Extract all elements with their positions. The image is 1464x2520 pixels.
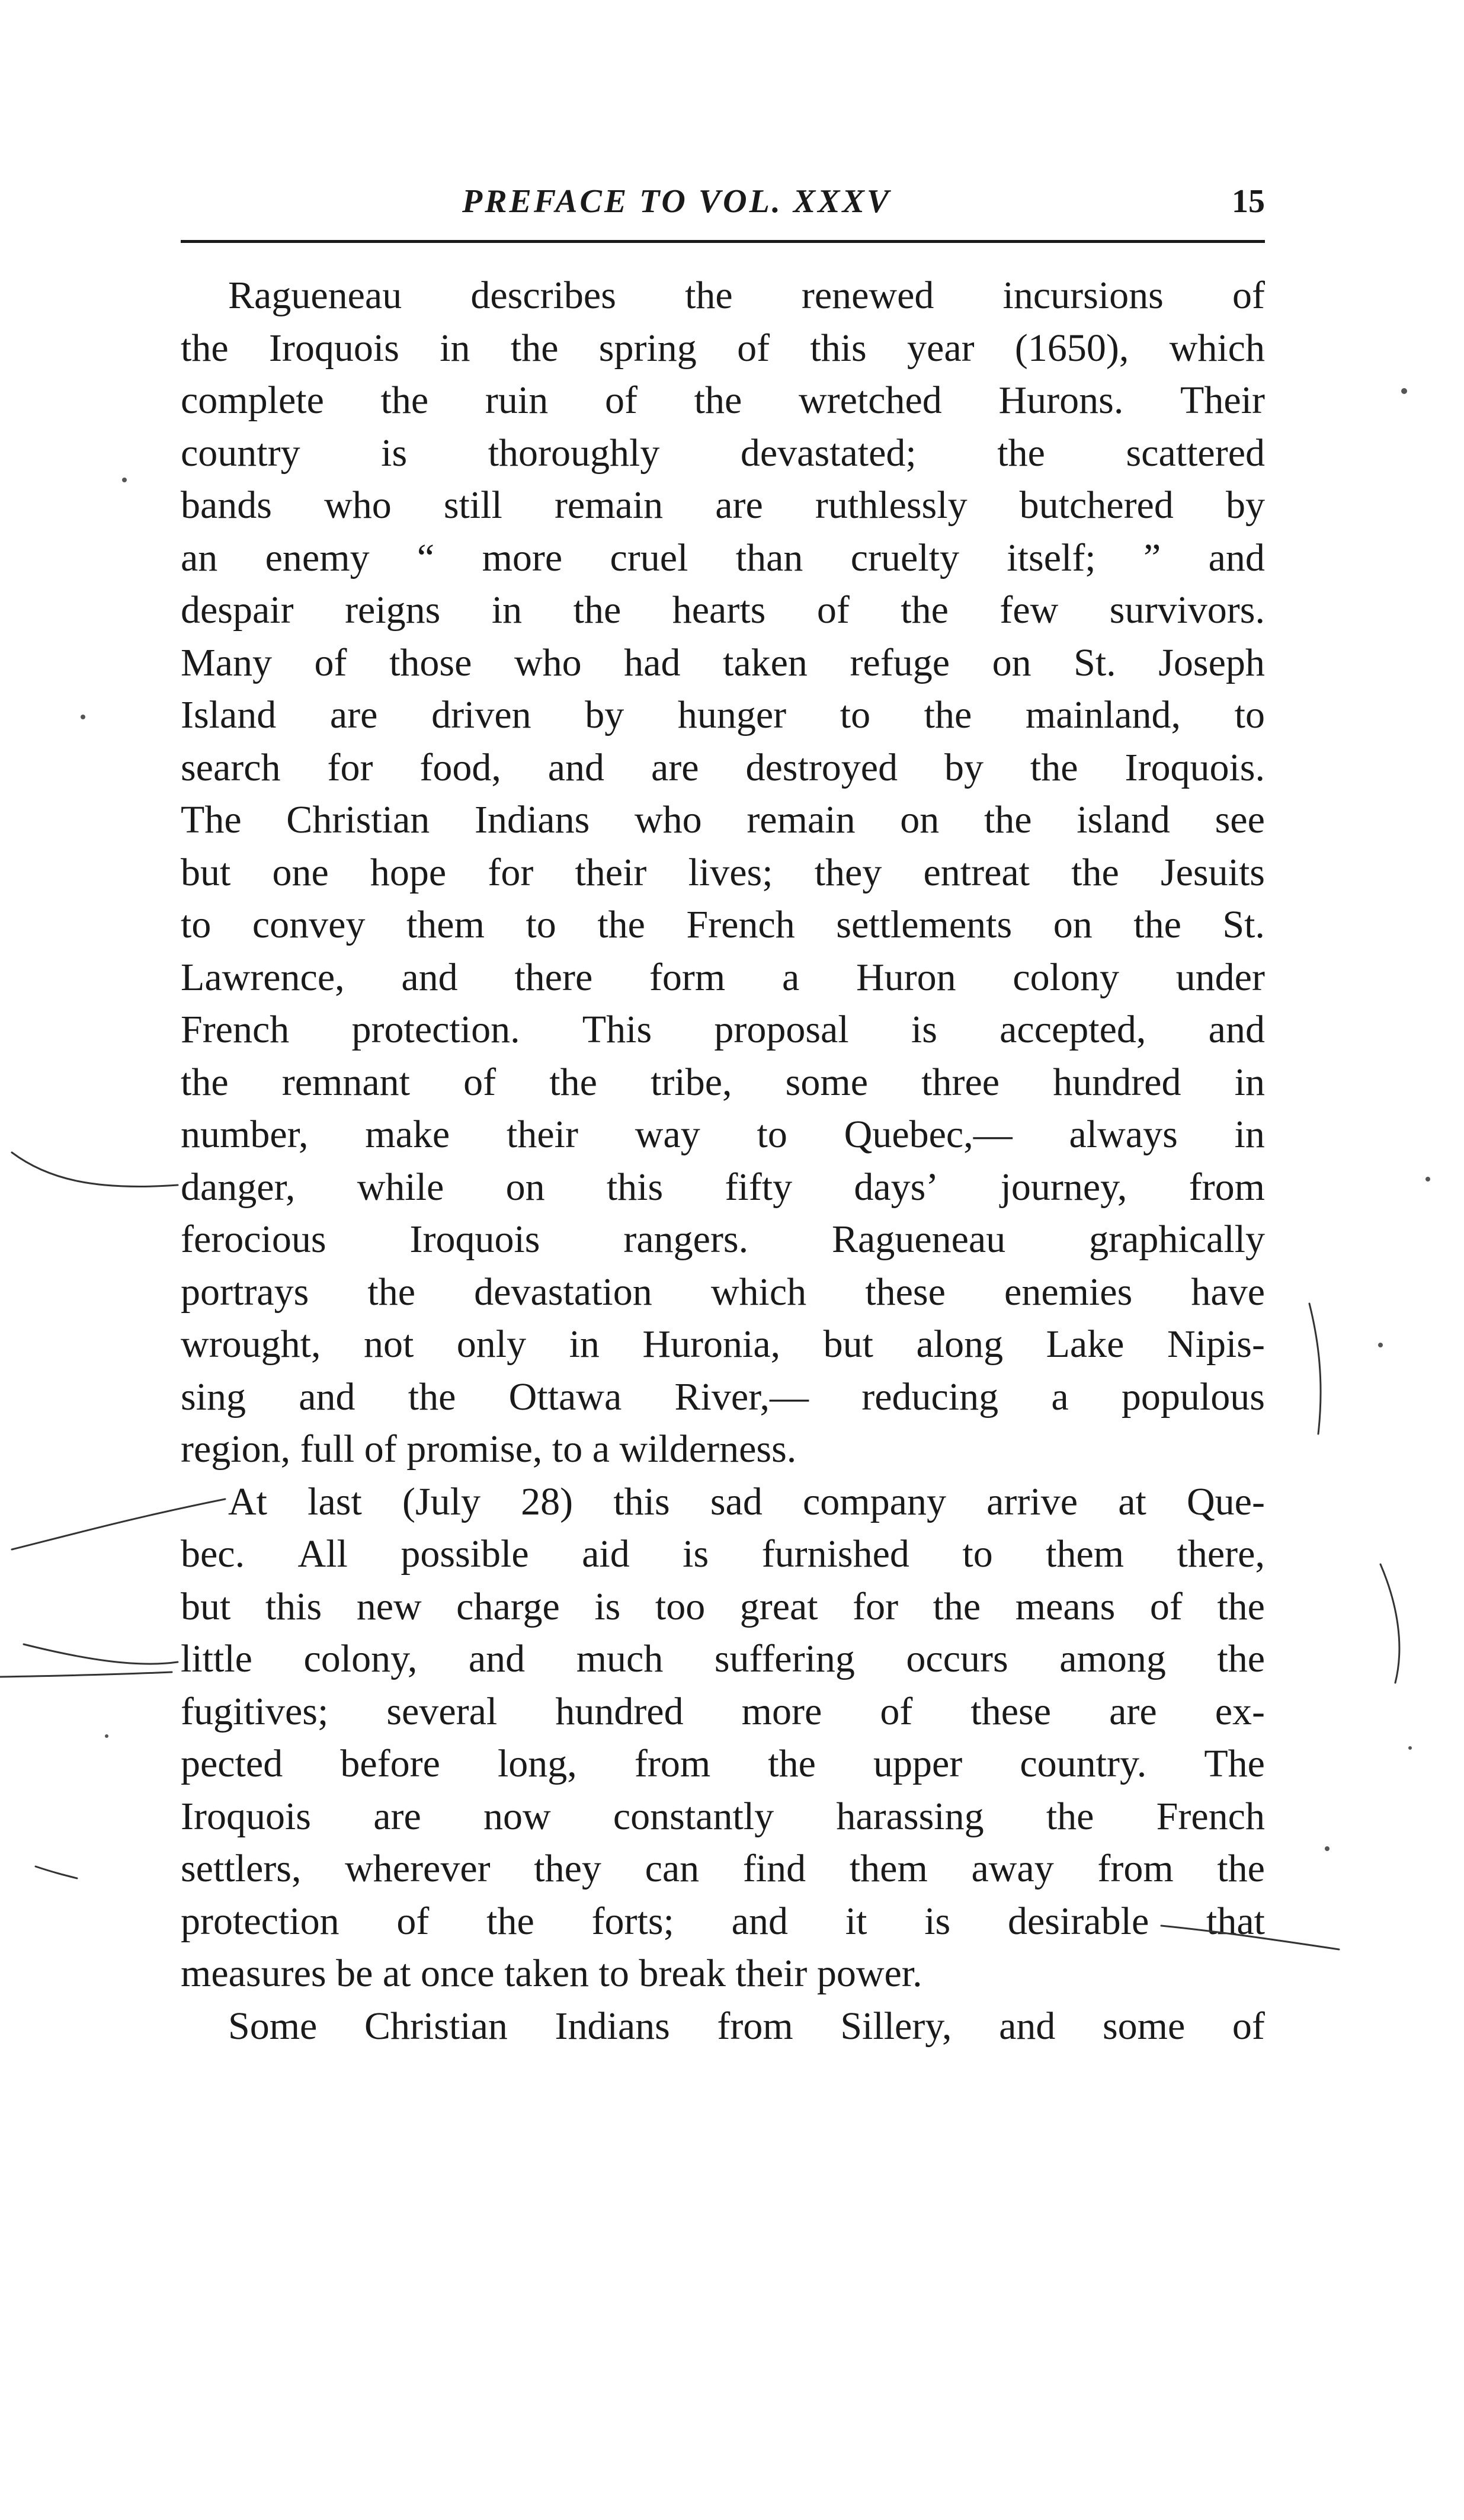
text-line: bec. All possible aid is furnished to them there, (181, 1532, 1265, 1576)
paragraph-2 (181, 1476, 1265, 2000)
text-line: an enemy “ more cruel than cruelty itself; ” and (181, 536, 1265, 579)
text-line: to convey them to the French settlements on the St. (181, 903, 1265, 946)
margin-stroke (24, 1644, 178, 1664)
margin-stroke (0, 1672, 172, 1677)
text-line: fugitives; several hundred more of these are ex- (181, 1689, 1265, 1733)
text-line: number, make their way to Quebec,— always in (181, 1113, 1265, 1156)
text-line: danger, while on this fifty days’ journey, from (181, 1165, 1265, 1209)
margin-stroke (12, 1152, 178, 1187)
page-number: 15 (1232, 183, 1265, 220)
margin-stroke (36, 1866, 77, 1878)
margin-stroke (1380, 1564, 1399, 1683)
running-head (181, 178, 1265, 231)
text-line: settlers, wherever they can find them away from the (181, 1847, 1265, 1890)
text-line: little colony, and much suffering occurs among the (181, 1637, 1265, 1680)
text-line: wrought, not only in Huronia, but along Lake Nipis- (181, 1323, 1265, 1366)
text-line: Many of those who had taken refuge on St. Joseph (181, 641, 1265, 684)
text-line: ferocious Iroquois rangers. Ragueneau graphically (181, 1218, 1265, 1261)
text-line: Iroquois are now constantly harassing the French (181, 1794, 1265, 1838)
text-line: but one hope for their lives; they entreat the Jesuits (181, 850, 1265, 894)
running-title: PREFACE TO VOL. XXXV (462, 183, 892, 220)
text-line: pected before long, from the upper country. The (181, 1742, 1265, 1785)
text-line: region, full of promise, to a wilderness. (181, 1427, 797, 1471)
text-line: the Iroquois in the spring of this year (1650), which (181, 326, 1265, 370)
text-line: the remnant of the tribe, some three hundred in (181, 1060, 1265, 1104)
text-line: measures be at once taken to break their power. (181, 1952, 922, 1995)
text-line: At last (July 28) this sad company arrive at Que- (228, 1480, 1265, 1523)
text-line: search for food, and are destroyed by the Iroquois. (181, 745, 1265, 789)
text-line: The Christian Indians who remain on the island see (181, 798, 1265, 841)
text-line: Some Christian Indians from Sillery, and some of (228, 2004, 1265, 2048)
margin-stroke (1309, 1304, 1321, 1434)
text-line: Island are driven by hunger to the mainland, to (181, 693, 1265, 737)
paragraph-1 (181, 270, 1265, 1476)
text-line: bands who still remain are ruthlessly butchered by (181, 483, 1265, 527)
text-line: but this new charge is too great for the means of the (181, 1584, 1265, 1628)
text-line: Ragueneau describes the renewed incursions of (228, 274, 1265, 317)
text-line: French protection. This proposal is accepted, and (181, 1008, 1265, 1051)
text-line: sing and the Ottawa River,— reducing a populous (181, 1375, 1265, 1418)
body-text (181, 270, 1265, 2052)
header-rule (181, 240, 1265, 243)
text-line: portrays the devastation which these enemies have (181, 1270, 1265, 1314)
paragraph-3 (181, 2000, 1265, 2053)
text-line: complete the ruin of the wretched Hurons. Their (181, 379, 1265, 422)
text-line: despair reigns in the hearts of the few survivors. (181, 588, 1265, 632)
text-line: protection of the forts; and it is desirable that (181, 1899, 1265, 1943)
text-line: country is thoroughly devastated; the scattered (181, 431, 1265, 475)
text-line: Lawrence, and there form a Huron colony under (181, 955, 1265, 999)
